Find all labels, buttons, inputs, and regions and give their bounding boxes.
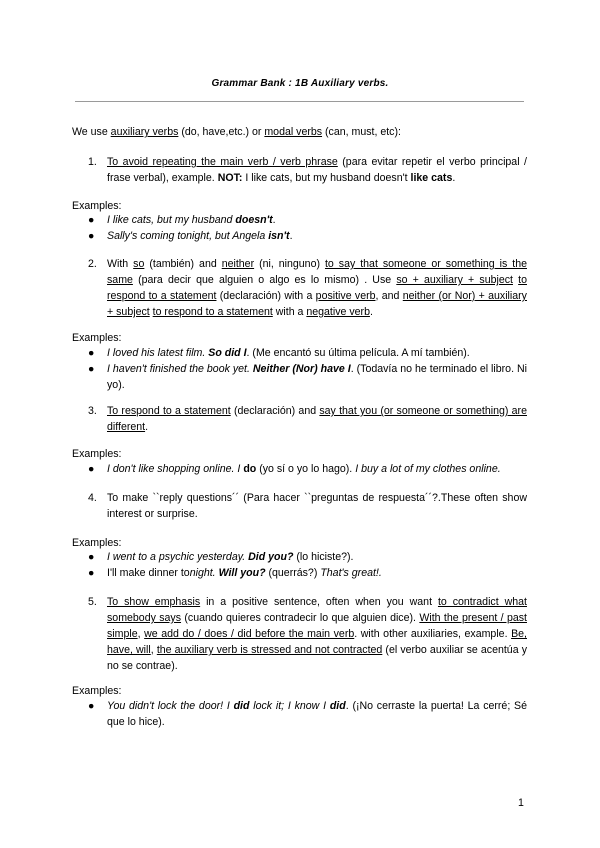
examples-label: Examples:	[72, 200, 122, 212]
examples-label: Examples:	[72, 448, 122, 460]
rule-item-3: To respond to a statement (declaración) and say that you (or someone or something) are different.	[107, 405, 527, 433]
example-5: You didn't lock the door! I did lock it; I know I did. (¡No cerraste la puerta! La cerré; Sé que lo hice).	[107, 700, 528, 728]
bullet: ●	[88, 463, 95, 475]
item-number: 4.	[88, 492, 97, 504]
bullet: ●	[88, 230, 95, 242]
page-title: Grammar Bank : 1B Auxiliary verbs.	[211, 78, 389, 89]
examples-label: Examples:	[72, 537, 122, 549]
item-number: 2.	[88, 258, 97, 270]
bullet: ●	[88, 700, 95, 712]
bullet: ●	[88, 551, 95, 563]
rule-item-2: With so (también) and neither (ni, ninguno) to say that someone or something is the same (para decir que alguien o algo es lo mismo) . Use so + auxiliary + subject to respond to a statement (declaración) with a positive verb, and neither (or Nor) + auxiliary + subject to respond to a statement with a negative verb.	[107, 258, 527, 318]
example-4b: I'll make dinner tonight. Will you? (querrás?) That's great!.	[107, 567, 382, 579]
intro-paragraph: We use auxiliary verbs (do, have,etc.) or modal verbs (can, must, etc):	[72, 126, 401, 138]
example-4a: I went to a psychic yesterday. Did you? (lo hiciste?).	[107, 551, 354, 563]
example-2b: I haven't finished the book yet. Neither (Nor) have I. (Todavía no he terminado el libro. Ni yo).	[107, 363, 527, 391]
item-number: 1.	[88, 156, 97, 168]
title-divider	[75, 101, 524, 102]
item-number: 3.	[88, 405, 97, 417]
rule-item-1: To avoid repeating the main verb / verb phrase (para evitar repetir el verbo principal / frase verbal), example. NOT: I like cats, but my husband doesn't like cats.	[107, 156, 527, 184]
example-3: I don't like shopping online. I do (yo sí o yo lo hago). I buy a lot of my clothes online.	[107, 463, 501, 475]
bullet: ●	[88, 347, 95, 359]
page-number: 1	[518, 797, 524, 809]
example-2a: I loved his latest film. So did I. (Me encantó su última película. A mí también).	[107, 347, 470, 359]
examples-label: Examples:	[72, 685, 122, 697]
bullet: ●	[88, 214, 95, 226]
example-1b: Sally's coming tonight, but Angela isn't.	[107, 230, 293, 242]
bullet: ●	[88, 567, 95, 579]
rule-item-4: To make ``reply questions´´ (Para hacer ``preguntas de respuesta´´?.These often show interest or surprise.	[107, 492, 527, 520]
example-1a: I like cats, but my husband doesn't.	[107, 214, 276, 226]
bullet: ●	[88, 363, 95, 375]
rule-item-5: To show emphasis in a positive sentence, often when you want to contradict what somebody says (cuando quieres contradecir lo que alguien dice). With the present / past simple, we add do / does / did before the main verb. with other auxiliaries, example. Be, have, will, the auxiliary verb is stressed and not contracted (el verbo auxiliar se acentúa y no se contrae).	[107, 596, 527, 672]
item-number: 5.	[88, 596, 97, 608]
examples-label: Examples:	[72, 332, 122, 344]
